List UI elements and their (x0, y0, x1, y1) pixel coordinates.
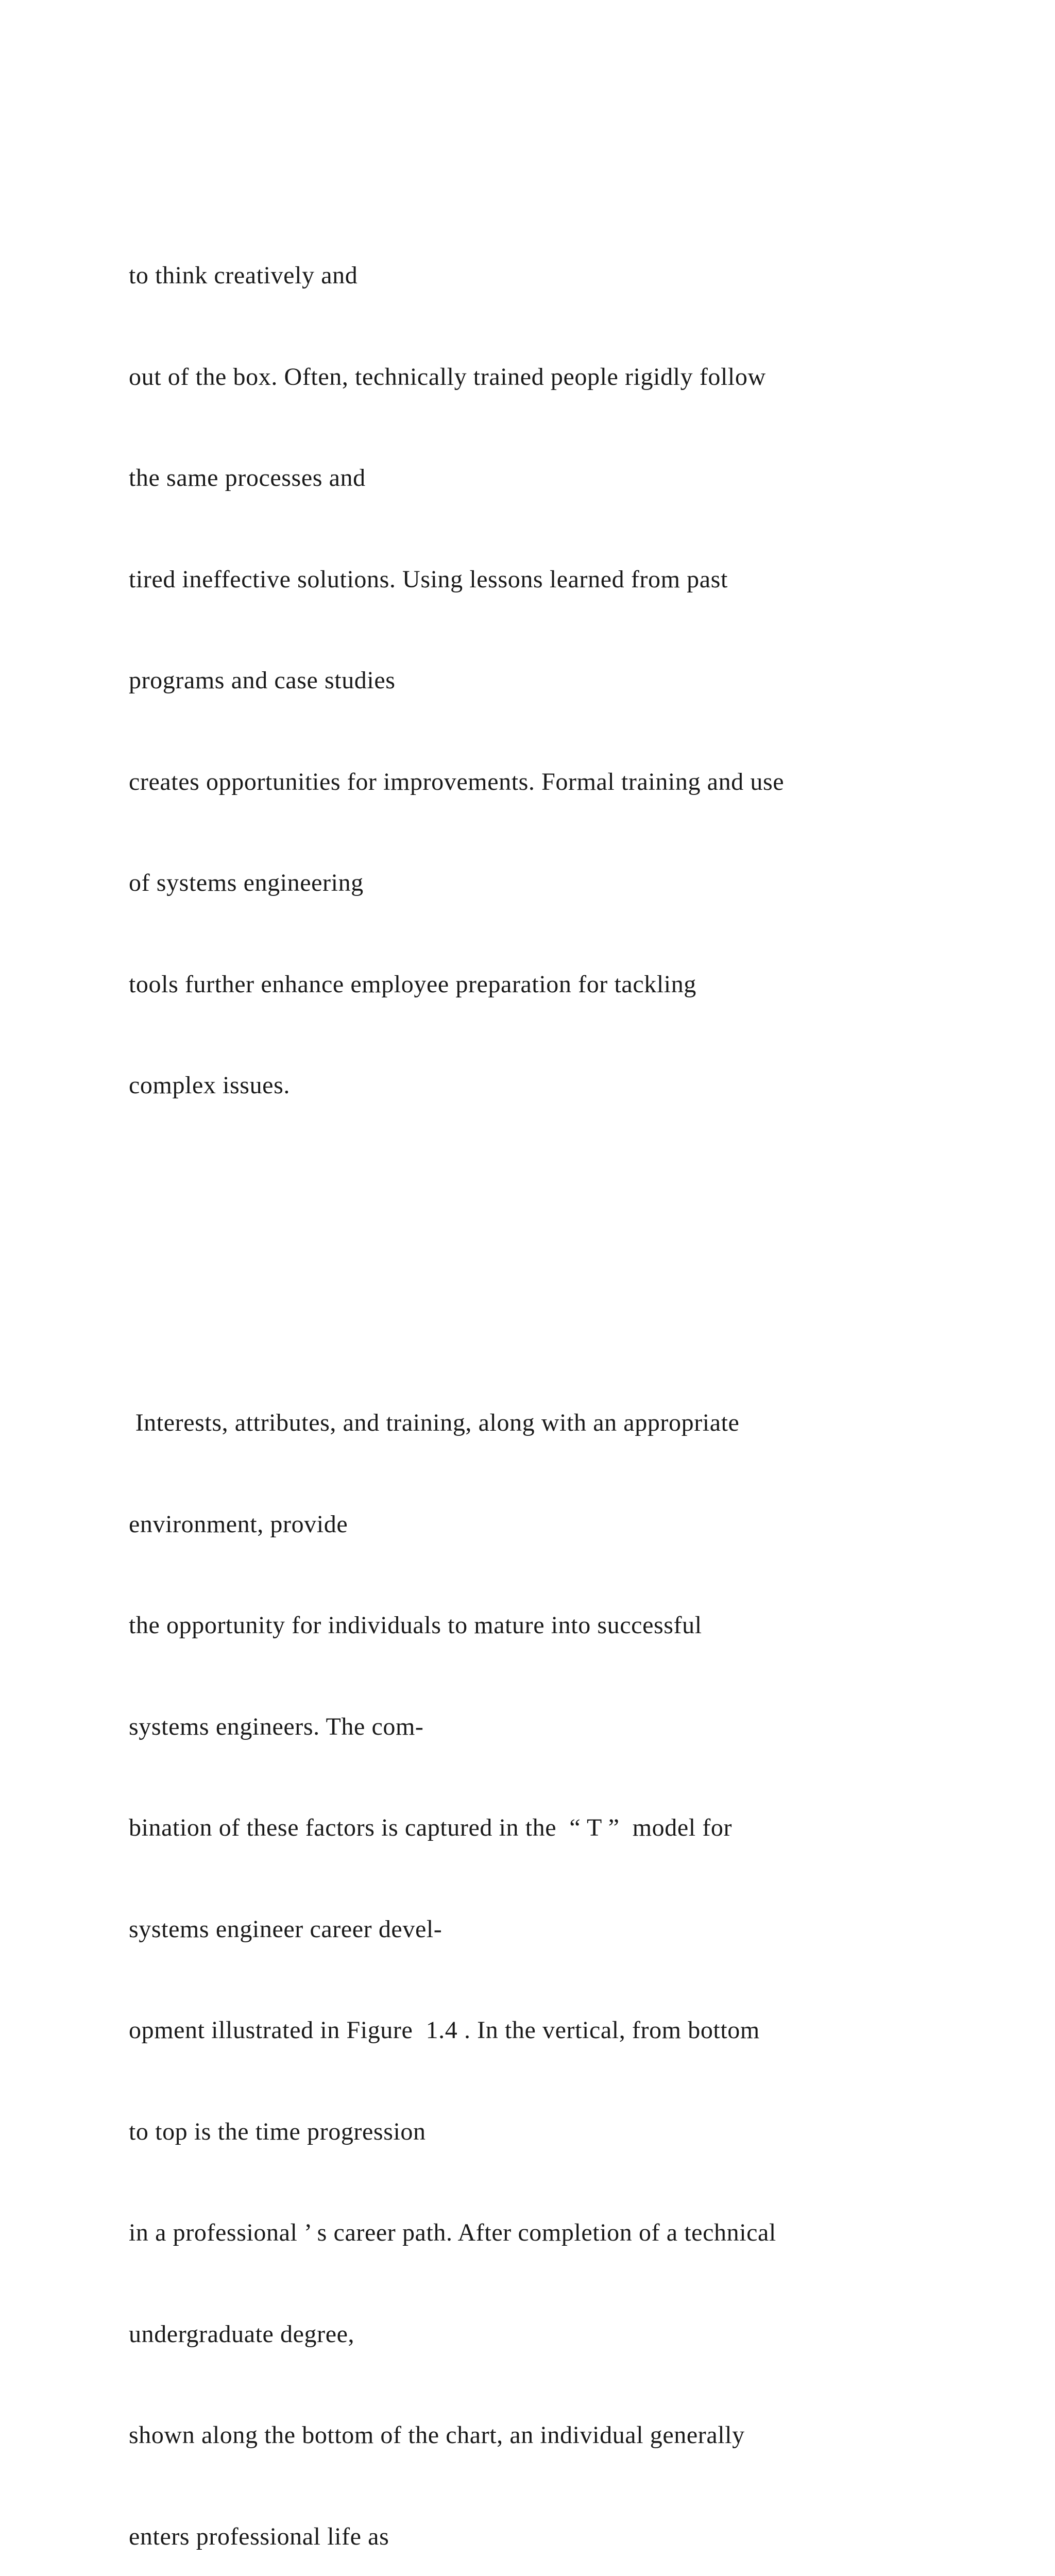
text-line: the same processes and (129, 464, 366, 492)
text-line: to think creatively and (129, 262, 358, 289)
paragraph-gap (129, 1238, 1005, 1272)
text-line: creates opportunities for improvements. Formal training and use (129, 768, 785, 795)
text-line: tools further enhance employee preparation for tackling (129, 970, 696, 998)
text-line: systems engineer career devel- (129, 1915, 443, 1943)
text-line: complex issues. (129, 1072, 290, 1099)
text-line: in a professional ’ s career path. After completion of a technical (129, 2219, 776, 2246)
text-line: Interests, attributes, and training, along with an appropriate (129, 1409, 740, 1436)
text-line: tired ineffective solutions. Using lessons learned from past (129, 565, 728, 593)
text-line: shown along the bottom of the chart, an individual generally (129, 2421, 745, 2449)
text-line: programs and case studies (129, 667, 396, 694)
paragraph-1 (129, 191, 1005, 1170)
text-line: out of the box. Often, technically trained people rigidly follow (129, 363, 766, 391)
text-line: the opportunity for individuals to mature into successful (129, 1612, 702, 1639)
text-line: undergraduate degree, (129, 2320, 355, 2348)
document-page (129, 124, 1005, 2576)
text-line: environment, provide (129, 1510, 348, 1538)
paragraph-2 (129, 1338, 1005, 2576)
text-line: enters professional life as (129, 2522, 389, 2550)
text-line: to top is the time progression (129, 2117, 426, 2145)
text-line: of systems engineering (129, 869, 364, 896)
text-line: systems engineers. The com- (129, 1713, 424, 1740)
text-line: bination of these factors is captured in the “ T ” model for (129, 1814, 733, 1841)
text-line: opment illustrated in Figure 1.4 . In the vertical, from bottom (129, 2016, 760, 2044)
